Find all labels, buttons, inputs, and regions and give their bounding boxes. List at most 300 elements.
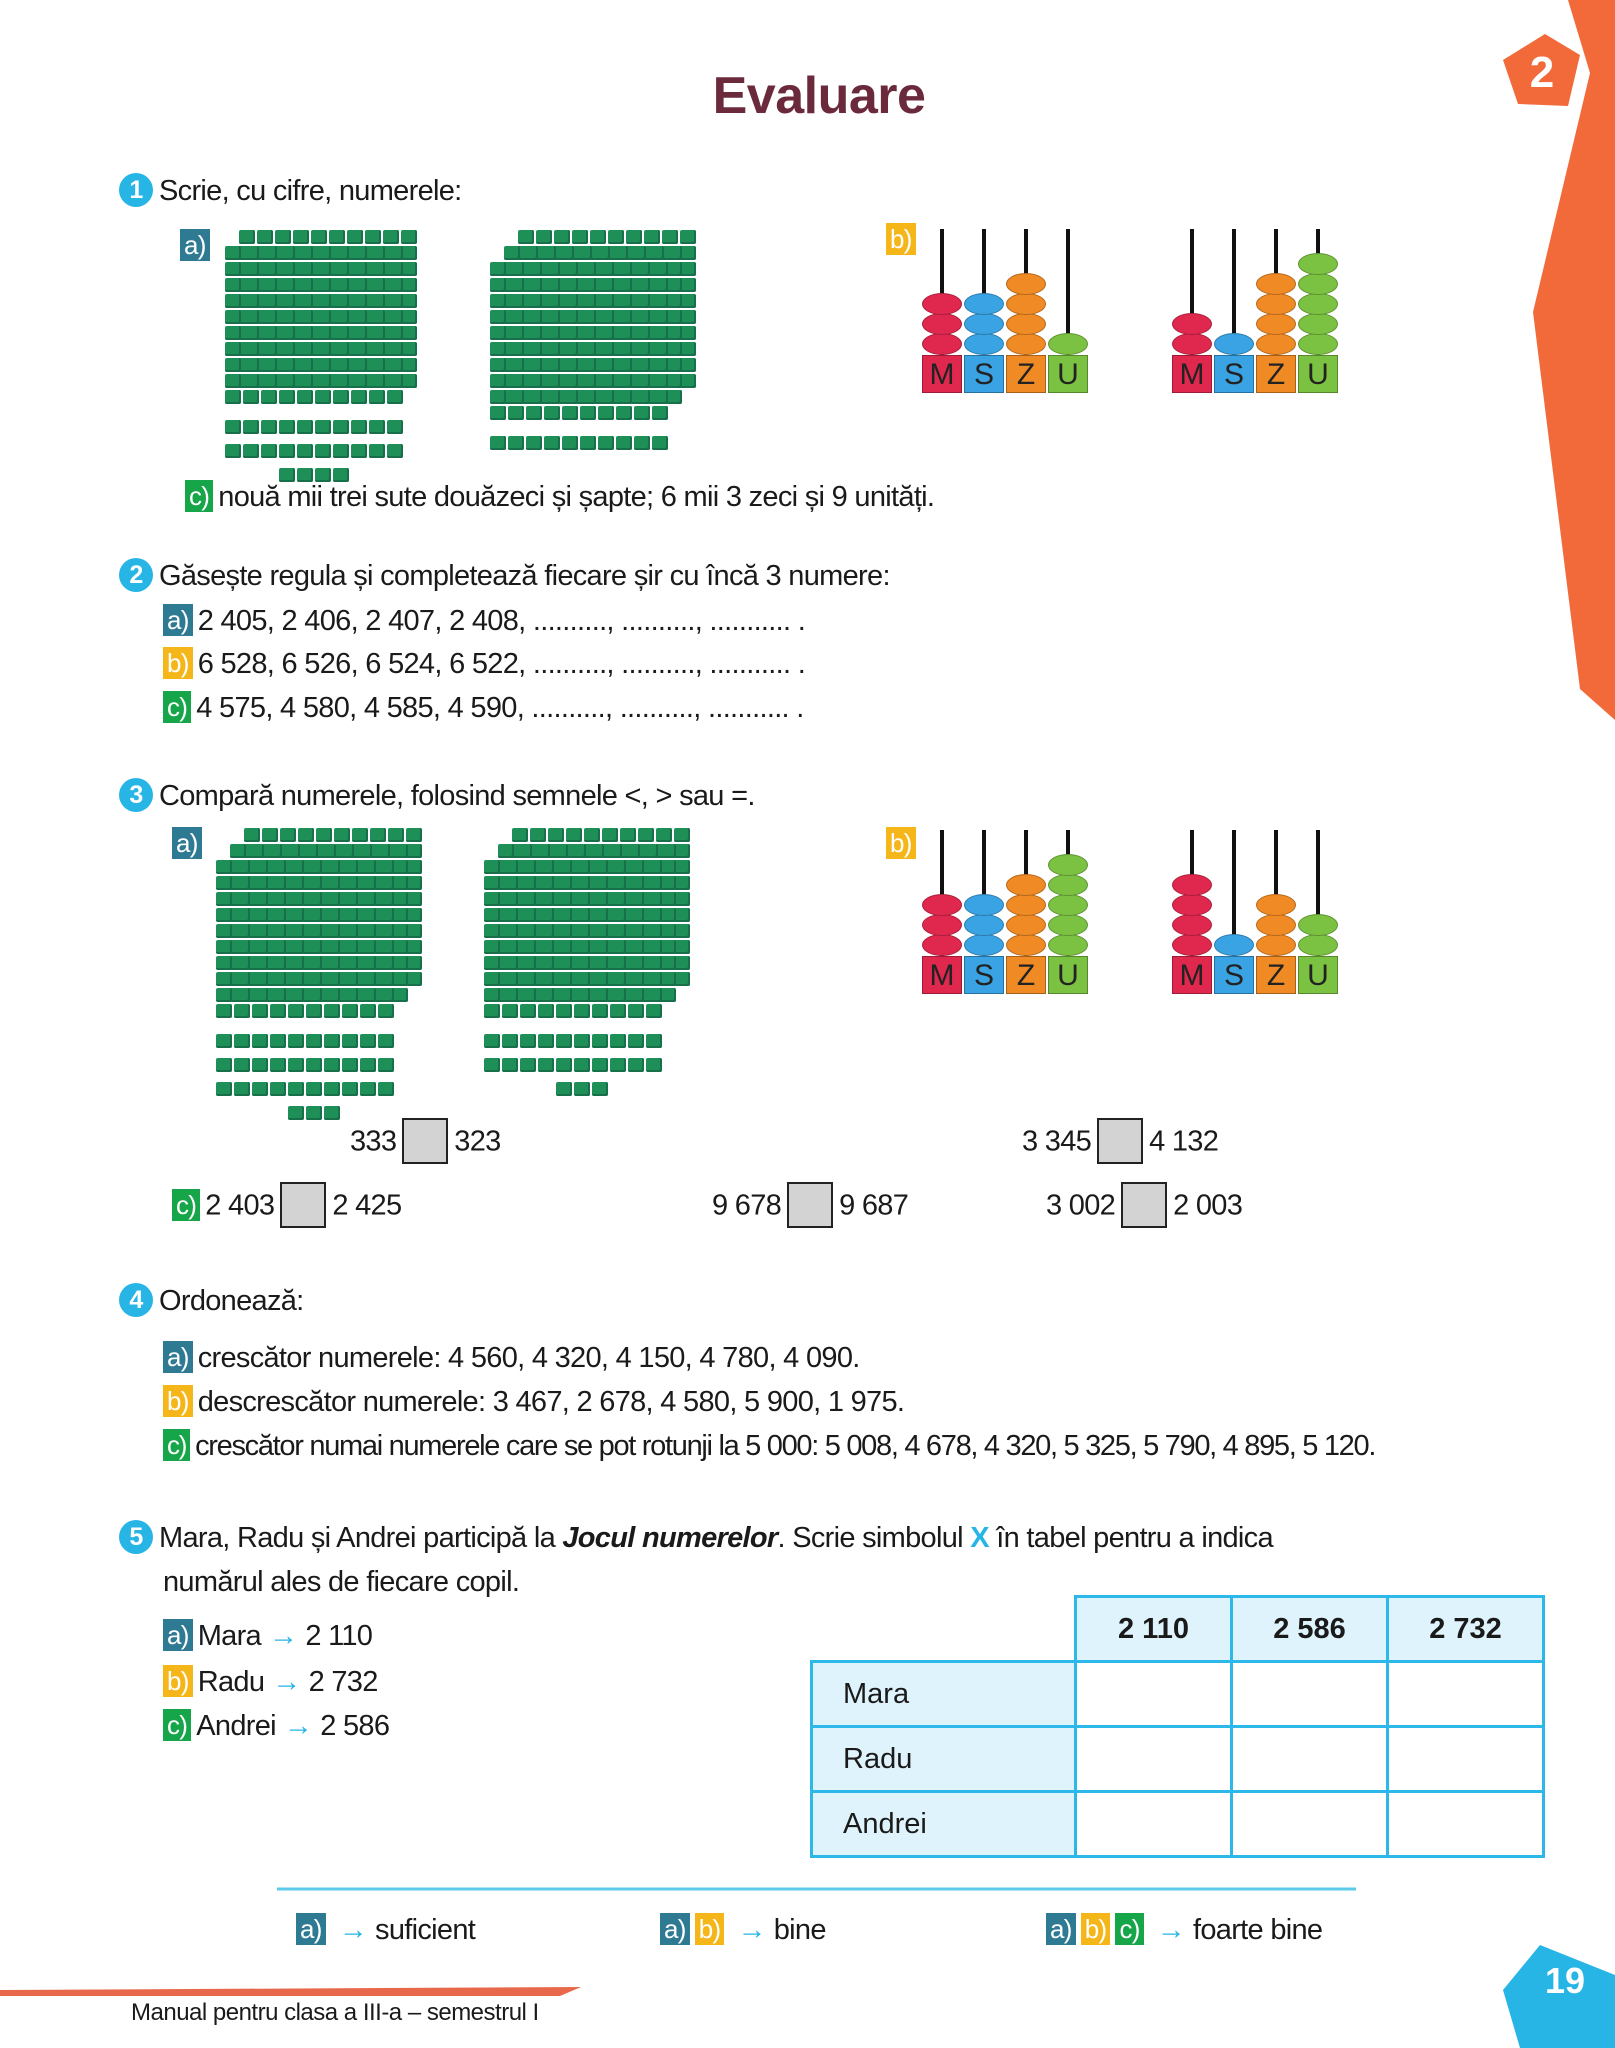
unit-cube <box>334 828 350 842</box>
unit-cube <box>556 1034 572 1048</box>
unit-cube <box>624 844 640 858</box>
unit-cube <box>378 860 394 874</box>
unit-cube <box>580 358 596 372</box>
unit-cube <box>580 326 596 340</box>
arrow-right-icon: → <box>283 1710 313 1742</box>
abacus-bead-M <box>1172 313 1212 335</box>
unit-cube <box>351 262 367 276</box>
unit-cube <box>225 444 241 458</box>
unit-cube <box>556 1082 572 1096</box>
unit-cube <box>508 326 524 340</box>
unit-cube <box>369 420 385 434</box>
row-header: Mara <box>812 1662 1076 1727</box>
unit-cube <box>216 1034 232 1048</box>
unit-cube <box>306 892 322 906</box>
unit-cube <box>580 262 596 276</box>
unit-cube <box>544 342 560 356</box>
chapter-badge: 2 <box>1529 48 1555 97</box>
unit-cube <box>342 908 358 922</box>
unit-cube <box>652 374 668 388</box>
compare-answer-box[interactable] <box>787 1182 833 1228</box>
unit-cube <box>502 908 518 922</box>
unit-cube <box>261 444 277 458</box>
legend-very-good <box>1046 1912 1322 1948</box>
unit-cube <box>588 844 604 858</box>
abacus-bead-S <box>964 934 1004 956</box>
unit-cube <box>297 342 313 356</box>
unit-cube <box>315 358 331 372</box>
unit-cube <box>554 230 570 244</box>
unit-cube <box>225 342 241 356</box>
unit-cube <box>333 294 349 308</box>
unit-cube <box>387 444 403 458</box>
unit-cube <box>401 310 417 324</box>
unit-cube <box>520 972 536 986</box>
unit-cube <box>674 860 690 874</box>
abacus-bead-S <box>964 894 1004 916</box>
unit-cube <box>406 892 422 906</box>
unit-cube <box>406 972 422 986</box>
unit-cube <box>526 310 542 324</box>
ex3-prompt <box>119 778 755 814</box>
abacus-bead-S <box>964 333 1004 355</box>
unit-cube <box>508 358 524 372</box>
ex4-prompt <box>119 1283 304 1319</box>
unit-cube <box>490 436 506 450</box>
compare-right: 2 425 <box>332 1189 402 1222</box>
unit-cube <box>634 262 650 276</box>
label-b: b) <box>163 647 193 679</box>
unit-cube <box>216 1082 232 1096</box>
unit-cube <box>261 390 277 404</box>
unit-cube <box>297 444 313 458</box>
unit-cube <box>680 342 696 356</box>
unit-cube <box>387 294 403 308</box>
unit-cube <box>520 1034 536 1048</box>
unit-cube <box>484 908 500 922</box>
unit-cube <box>378 972 394 986</box>
unit-cube <box>580 436 596 450</box>
ex1-c-line <box>185 479 934 515</box>
ex2-b-line <box>163 646 805 682</box>
abacus-bead-M <box>1172 333 1212 355</box>
unit-cube <box>387 342 403 356</box>
unit-cube <box>280 828 296 842</box>
unit-cube <box>634 342 650 356</box>
unit-cube <box>610 972 626 986</box>
answer-cell[interactable] <box>1076 1662 1232 1727</box>
unit-cube <box>538 908 554 922</box>
unit-cube <box>288 876 304 890</box>
unit-cube <box>592 924 608 938</box>
unit-cube <box>306 1082 322 1096</box>
unit-cube <box>646 876 662 890</box>
unit-cube <box>502 1058 518 1072</box>
unit-cube <box>351 390 367 404</box>
abacus-label-M: M <box>1172 956 1212 994</box>
unit-cube <box>360 1082 376 1096</box>
unit-cube <box>598 436 614 450</box>
unit-cube <box>270 1082 286 1096</box>
unit-cube <box>324 988 340 1002</box>
unit-cube <box>252 876 268 890</box>
unit-cube <box>392 844 408 858</box>
unit-cube <box>266 844 282 858</box>
unit-cube <box>392 956 408 970</box>
unit-cube <box>406 924 422 938</box>
unit-cube <box>616 406 632 420</box>
unit-cube <box>302 844 318 858</box>
abacus-bead-U <box>1048 894 1088 916</box>
unit-cube <box>387 278 403 292</box>
unit-cube <box>243 390 259 404</box>
unit-cube <box>401 358 417 372</box>
abacus-bead-S <box>964 914 1004 936</box>
unit-cube <box>508 262 524 276</box>
unit-cube <box>392 860 408 874</box>
abacus-bead-Z <box>1006 934 1046 956</box>
abacus-label-U: U <box>1048 956 1088 994</box>
unit-cube <box>351 246 367 260</box>
table-row <box>812 1662 1544 1727</box>
unit-cube <box>526 326 542 340</box>
unit-cube <box>342 972 358 986</box>
unit-cube <box>243 342 259 356</box>
abacus-label-Z: Z <box>1006 956 1046 994</box>
unit-cube <box>315 326 331 340</box>
unit-cube <box>324 940 340 954</box>
arrow-right-icon: → <box>272 1666 301 1698</box>
unit-cube <box>306 956 322 970</box>
unit-cube <box>234 892 250 906</box>
unit-cube <box>252 972 268 986</box>
answer-cell[interactable] <box>1388 1792 1544 1857</box>
unit-cube <box>387 390 403 404</box>
compare-left: 3 345 <box>1022 1125 1092 1158</box>
compare-answer-box[interactable] <box>1121 1182 1167 1228</box>
unit-cube <box>666 390 682 404</box>
unit-cube <box>270 956 286 970</box>
unit-cube <box>234 1004 250 1018</box>
unit-cube <box>566 828 582 842</box>
unit-cube <box>574 908 590 922</box>
unit-cube <box>660 924 676 938</box>
answer-cell[interactable] <box>1388 1727 1544 1792</box>
unit-cube <box>288 892 304 906</box>
unit-cube <box>270 1004 286 1018</box>
unit-cube <box>369 374 385 388</box>
unit-cube <box>333 390 349 404</box>
unit-cube <box>352 828 368 842</box>
compare-answer-box[interactable] <box>280 1182 326 1228</box>
row-header: Andrei <box>812 1792 1076 1857</box>
unit-cube <box>634 358 650 372</box>
unit-cube <box>297 246 313 260</box>
unit-cube <box>538 1004 554 1018</box>
ex5-prompt <box>119 1520 1273 1556</box>
unit-cube <box>520 924 536 938</box>
unit-cube <box>652 342 668 356</box>
unit-cube <box>544 406 560 420</box>
answer-cell[interactable] <box>1388 1662 1544 1727</box>
unit-cube <box>257 230 273 244</box>
unit-cube <box>490 374 506 388</box>
label-a: a) <box>296 1913 326 1945</box>
abacus-bead-U <box>1298 273 1338 295</box>
ex2-number: 2 <box>119 558 153 592</box>
unit-cube <box>544 278 560 292</box>
unit-cube <box>297 374 313 388</box>
abacus-bead-M <box>1172 914 1212 936</box>
unit-cube <box>526 342 542 356</box>
unit-cube <box>243 294 259 308</box>
unit-cube <box>306 908 322 922</box>
unit-cube <box>401 294 417 308</box>
unit-cube <box>592 892 608 906</box>
unit-cube <box>646 908 662 922</box>
unit-cube <box>484 1004 500 1018</box>
unit-cube <box>490 406 506 420</box>
unit-cube <box>484 988 500 1002</box>
unit-cube <box>520 892 536 906</box>
unit-cube <box>580 390 596 404</box>
unit-cube <box>297 310 313 324</box>
unit-cube <box>526 436 542 450</box>
unit-cube <box>306 1004 322 1018</box>
label-c: c) <box>163 1709 191 1741</box>
unit-cube <box>538 956 554 970</box>
unit-cube <box>225 246 241 260</box>
unit-cube <box>243 326 259 340</box>
unit-cube <box>634 406 650 420</box>
unit-cube <box>646 988 662 1002</box>
compare-answer-box[interactable] <box>1097 1118 1143 1164</box>
answer-cell[interactable] <box>1232 1727 1388 1792</box>
answer-cell[interactable] <box>1076 1727 1232 1792</box>
unit-cube <box>666 278 682 292</box>
unit-cube <box>536 230 552 244</box>
unit-cube <box>562 342 578 356</box>
unit-cube <box>598 326 614 340</box>
unit-cube <box>351 294 367 308</box>
unit-cube <box>369 358 385 372</box>
abacus-label-U: U <box>1298 956 1338 994</box>
unit-cube <box>342 956 358 970</box>
unit-cube <box>252 1058 268 1072</box>
unit-cube <box>520 956 536 970</box>
unit-cube <box>261 294 277 308</box>
abacus-bead-U <box>1298 293 1338 315</box>
unit-cube <box>365 230 381 244</box>
unit-cube <box>306 924 322 938</box>
unit-cube <box>216 908 232 922</box>
unit-cube <box>342 988 358 1002</box>
unit-cube <box>674 972 690 986</box>
unit-cube <box>261 278 277 292</box>
unit-cube <box>333 310 349 324</box>
unit-cube <box>556 860 572 874</box>
unit-cube <box>508 342 524 356</box>
ex4-c-text: crescător numai numerele care se pot rotunji la 5 000: 5 008, 4 678, 4 320, 5 325, 5 790, 4 895, 5 120. <box>195 1430 1376 1462</box>
unit-cube <box>666 358 682 372</box>
abacus-bead-U <box>1298 914 1338 936</box>
unit-cube <box>674 892 690 906</box>
unit-cube <box>234 972 250 986</box>
abacus-bead-M <box>922 934 962 956</box>
unit-cube <box>279 246 295 260</box>
unit-cube <box>243 310 259 324</box>
unit-cube <box>634 374 650 388</box>
unit-cube <box>406 908 422 922</box>
unit-cube <box>606 844 622 858</box>
answer-cell[interactable] <box>1232 1792 1388 1857</box>
abacus-bead-U <box>1298 253 1338 275</box>
unit-cube <box>598 374 614 388</box>
compare-answer-box[interactable] <box>402 1118 448 1164</box>
unit-cube <box>370 828 386 842</box>
unit-cube <box>315 444 331 458</box>
unit-cube <box>225 358 241 372</box>
ex2-c-text: 4 575, 4 580, 4 585, 4 590, .........., .........., ........... . <box>196 692 804 724</box>
unit-cube <box>562 278 578 292</box>
unit-cube <box>628 988 644 1002</box>
footer-text: Manual pentru clasa a III-a – semestrul I <box>131 1999 539 2026</box>
unit-cube <box>646 892 662 906</box>
unit-cube <box>490 326 506 340</box>
unit-cube <box>598 310 614 324</box>
compare-left: 9 678 <box>712 1189 782 1222</box>
unit-cube <box>660 876 676 890</box>
ex4-b-text: descrescător numerele: 3 467, 2 678, 4 580, 5 900, 1 975. <box>197 1386 905 1418</box>
unit-cube <box>646 1004 662 1018</box>
ex5-item-a <box>163 1618 372 1654</box>
unit-cube <box>360 908 376 922</box>
unit-cube <box>634 278 650 292</box>
unit-cube <box>261 326 277 340</box>
abacus-bead-Z <box>1006 313 1046 335</box>
unit-cube <box>538 988 554 1002</box>
unit-cube <box>288 972 304 986</box>
unit-cube <box>351 358 367 372</box>
legend-sufficient <box>296 1912 475 1948</box>
unit-cube <box>324 1082 340 1096</box>
unit-cube <box>674 956 690 970</box>
unit-cube <box>378 940 394 954</box>
unit-cube <box>387 310 403 324</box>
unit-cube <box>288 860 304 874</box>
unit-cube <box>628 972 644 986</box>
abacus-bead-Z <box>1006 874 1046 896</box>
label-c: c) <box>163 1429 190 1461</box>
compare-right: 4 132 <box>1149 1125 1219 1158</box>
unit-cube <box>297 294 313 308</box>
unit-cube <box>378 924 394 938</box>
unit-cube <box>387 246 403 260</box>
unit-cube <box>369 326 385 340</box>
unit-cube <box>216 956 232 970</box>
unit-cube <box>387 358 403 372</box>
unit-cube <box>360 860 376 874</box>
unit-cube <box>572 230 588 244</box>
unit-cube <box>592 1004 608 1018</box>
unit-cube <box>580 342 596 356</box>
unit-cube <box>646 1058 662 1072</box>
unit-cube <box>297 358 313 372</box>
unit-cube <box>234 1082 250 1096</box>
unit-cube <box>592 988 608 1002</box>
ex1-c-text: nouă mii trei sute douăzeci și șapte; 6 mii 3 zeci și 9 unități. <box>218 481 935 513</box>
column-header: 2 586 <box>1232 1597 1388 1662</box>
unit-cube <box>401 374 417 388</box>
unit-cube <box>320 844 336 858</box>
unit-cube <box>544 374 560 388</box>
unit-cube <box>628 860 644 874</box>
unit-cube <box>580 406 596 420</box>
unit-cube <box>378 876 394 890</box>
unit-cube <box>544 390 560 404</box>
unit-cube <box>616 278 632 292</box>
unit-cube <box>610 988 626 1002</box>
abacus-label-S: S <box>964 355 1004 393</box>
unit-cube <box>680 310 696 324</box>
unit-cube <box>660 908 676 922</box>
abacus-bead-M <box>922 293 962 315</box>
unit-cube <box>270 1058 286 1072</box>
unit-cube <box>333 420 349 434</box>
arrow-right-icon: → <box>338 1914 368 1946</box>
unit-cube <box>628 956 644 970</box>
unit-cube <box>580 278 596 292</box>
unit-cube <box>526 278 542 292</box>
unit-cube <box>324 1034 340 1048</box>
unit-cube <box>356 844 372 858</box>
unit-cube <box>261 420 277 434</box>
label-b: b) <box>163 1385 193 1417</box>
unit-cube <box>406 860 422 874</box>
unit-cube <box>342 892 358 906</box>
answer-cell[interactable] <box>1076 1792 1232 1857</box>
unit-cube <box>234 860 250 874</box>
unit-cube <box>270 876 286 890</box>
unit-cube <box>574 1058 590 1072</box>
table-row <box>812 1727 1544 1792</box>
abacus-label-U: U <box>1048 355 1088 393</box>
unit-cube <box>666 262 682 276</box>
unit-cube <box>662 230 678 244</box>
unit-cube <box>360 892 376 906</box>
unit-cube <box>526 406 542 420</box>
unit-cube <box>544 436 560 450</box>
unit-cube <box>538 972 554 986</box>
unit-cube <box>324 1004 340 1018</box>
unit-cube <box>574 892 590 906</box>
unit-cube <box>502 924 518 938</box>
unit-cube <box>234 956 250 970</box>
unit-cube <box>598 278 614 292</box>
row-header: Radu <box>812 1727 1076 1792</box>
unit-cube <box>580 374 596 388</box>
unit-cube <box>562 294 578 308</box>
unit-cube <box>634 326 650 340</box>
unit-cube <box>279 310 295 324</box>
unit-cube <box>387 262 403 276</box>
answer-cell[interactable] <box>1232 1662 1388 1727</box>
table-corner <box>812 1597 1076 1662</box>
unit-cube <box>306 1106 322 1120</box>
unit-cube <box>562 436 578 450</box>
label-a: a) <box>180 229 210 261</box>
unit-cube <box>646 956 662 970</box>
